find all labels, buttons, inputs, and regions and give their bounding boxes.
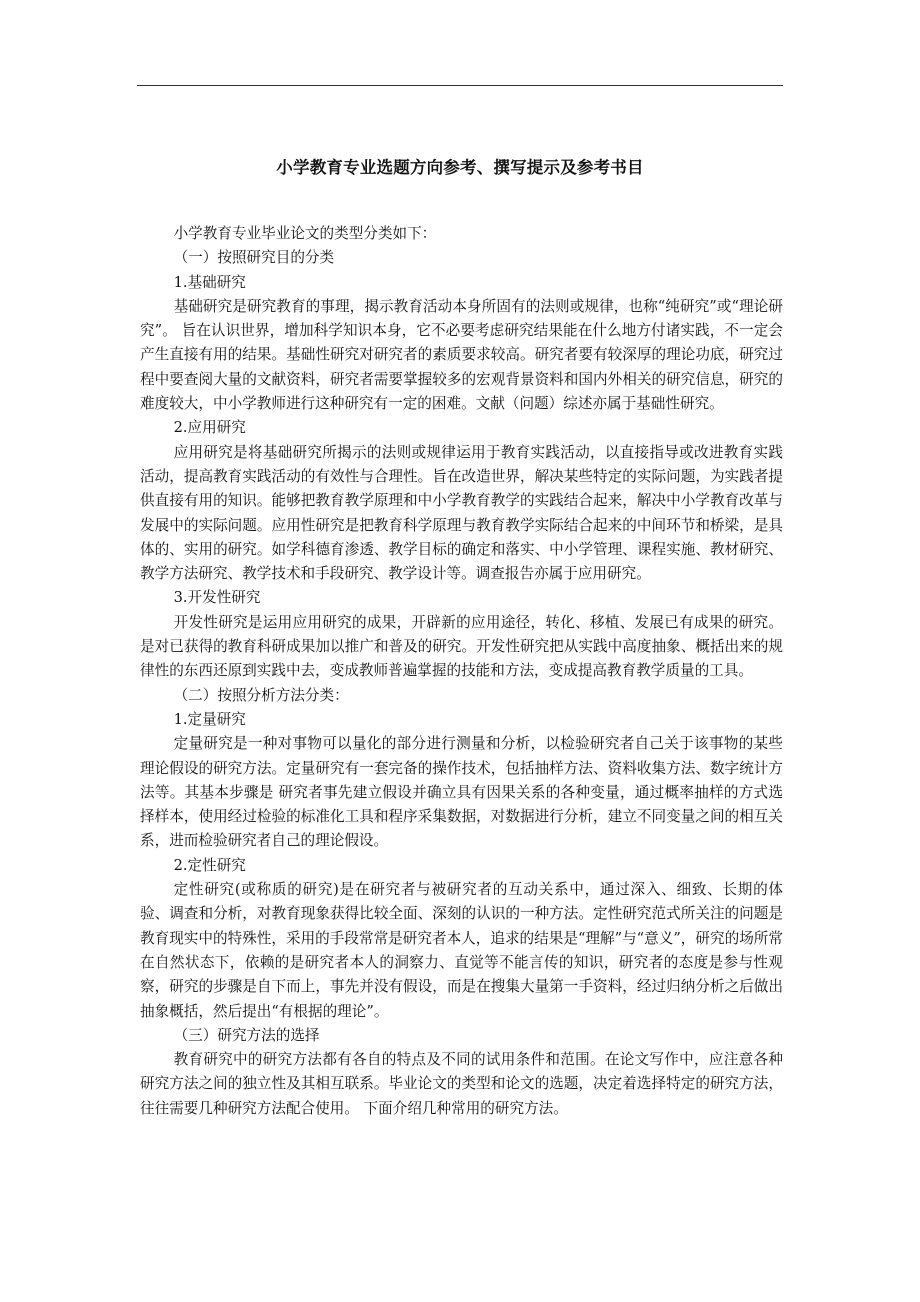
paragraph-development-research: 开发性研究是运用应用研究的成果，开辟新的应用途径，转化、移植、发展已有成果的研究。是对已获得的教育科研成果加以推广和普及的研究。开发性研究把从实践中高度抽象、概括出来的规律性的东西还原到实践中去，变成教师普遍掌握的技能和方法，变成提高教育教学质量的工具。 [140,613,783,680]
paragraph-quantitative: 定量研究是一种对事物可以量化的部分进行测量和分析，以检验研究者自己关于该事物的某些理论假设的研究方法。定量研究有一套完备的操作技术，包括抽样方法、资料收集方法、数字统计方法等。其基本步骤是 研究者事先建立假设并确立具有因果关系的各种变量，通过概率抽样的方式选择样本，使用经过检验的标准化工具和程序采集数据，对数据进行分析，建立不同变量之间的相互关系，进而检验研究者自己的理论假设。 [140,735,783,850]
subheading-basic-research: 1.基础研究 [173,273,246,291]
section-heading-analysis: （二）按照分析方法分类： [173,686,349,704]
paragraph-basic-research: 基础研究是研究教育的事理，揭示教育活动本身所固有的法则或规律，也称“纯研究”或“理论研究”。 旨在认识世界，增加科学知识本身，它不必要考虑研究结果能在什么地方付诸实践，不一定会产生直接有用的结果。基础性研究对研究者的素质要求较高。研究者要有较深厚的理论功底，研究过程中要查阅大量的文献资料，研究者需要掌握较多的宏观背景资料和国内外相关的研究信息，研究的难度较大，中小学教师进行这种研究有一定的困难。文献（问题）综述亦属于基础性研究。 [140,297,783,413]
header-rule [137,85,783,86]
subheading-applied-research: 2.应用研究 [173,419,246,437]
document-body [140,222,783,1121]
section-heading-method-choice: （三）研究方法的选择 [173,1026,320,1044]
document-title: 小学教育专业选题方向参考、撰写提示及参考书目 [276,158,644,177]
intro-line: 小学教育专业毕业论文的类型分类如下： [173,225,437,242]
subheading-quantitative: 1.定量研究 [173,710,246,728]
paragraph-applied-research: 应用研究是将基础研究所揭示的法则或规律运用于教育实践活动，以直接指导或改进教育实践活动，提高教育实践活动的有效性与合理性。旨在改造世界，解决某些特定的实际问题，为实践者提供直接有用的知识。能够把教育教学原理和中小学教育教学的实践结合起来，解决中小学教育改革与发展中的实际问题。应用性研究是把教育科学原理与教育教学实际结合起来的中间环节和桥梁，是具体的、实用的研究。如学科德育渗透、教学目标的确定和落实、中小学管理、课程实施、教材研究、教学方法研究、教学技术和手段研究、教学设计等。调查报告亦属于应用研究。 [140,443,783,583]
subheading-development-research: 3.开发性研究 [173,589,261,607]
subheading-qualitative: 2.定性研究 [173,856,246,874]
section-heading-purpose: （一）按照研究目的分类 [173,249,335,267]
paragraph-method-choice: 教育研究中的研究方法都有各自的特点及不同的试用条件和范围。在论文写作中，应注意各种研究方法之间的独立性及其相互联系。毕业论文的类型和论文的选题，决定着选择特定的研究方法，往往需要几种研究方法配合使用。 下面介绍几种常用的研究方法。 [140,1051,783,1117]
paragraph-qualitative: 定性研究(或称质的研究)是在研究者与被研究者的互动关系中，通过深入、细致、长期的体验、调查和分析，对教育现象获得比较全面、深刻的认识的一种方法。定性研究范式所关注的问题是教育现实中的特殊性，采用的手段常常是研究者本人，追求的结果是“理解”与“意义”，研究的场所常在自然状态下，依赖的是研究者本人的洞察力、直觉等不能言传的知识，研究者的态度是参与性观察，研究的步骤是自下而上，事先并没有假设，而是在搜集大量第一手资料，经过归纳分析之后做出抽象概括，然后提出“有根据的理论”。 [140,881,783,1020]
